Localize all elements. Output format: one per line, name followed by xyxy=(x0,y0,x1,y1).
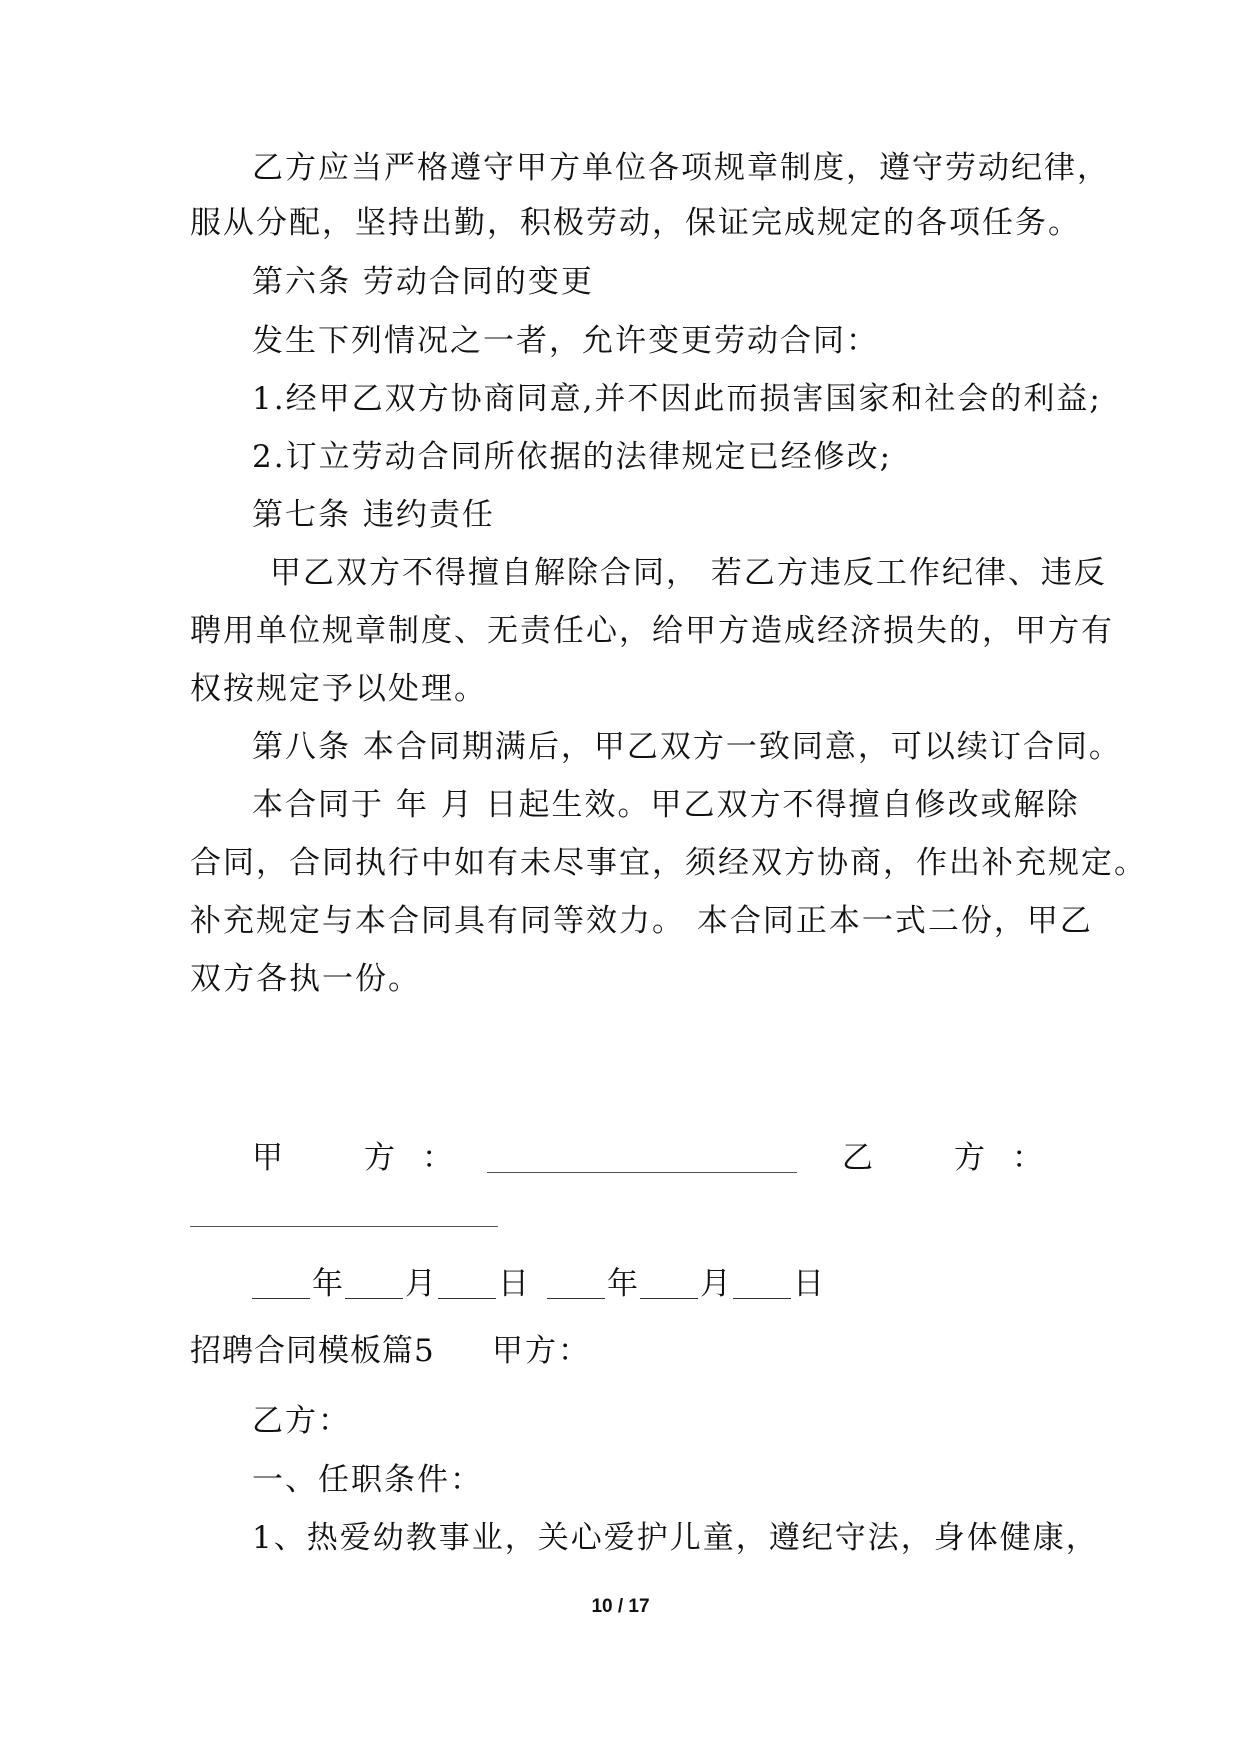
list-item: 2.订立劳动合同所依据的法律规定已经修改; xyxy=(252,439,893,475)
party-a-label: 方 xyxy=(364,1140,395,1176)
month-blank xyxy=(640,1298,698,1299)
party-a-field-label: 甲方： xyxy=(492,1333,591,1369)
party-b-label: 方 xyxy=(954,1140,985,1176)
article-6-heading: 第六条 劳动合同的变更 xyxy=(252,264,594,300)
paragraph-line: 合同，合同执行中如有未尽事宜，须经双方协商，作出补充规定。 xyxy=(190,845,1147,881)
party-b-label: 乙 xyxy=(842,1140,873,1176)
year-label: 年 xyxy=(312,1266,343,1302)
paragraph-line: 甲乙双方不得擅自解除合同， 若乙方违反工作纪律、违反 xyxy=(270,555,1107,591)
paragraph-line: 聘用单位规章制度、无责任心，给甲方造成经济损失的，甲方有 xyxy=(190,613,1114,649)
list-item: 1、热爱幼教事业，关心爱护儿童，遵纪守法，身体健康， xyxy=(252,1520,1099,1556)
party-a-colon: ： xyxy=(422,1140,453,1176)
paragraph-line: 补充规定与本合同具有同等效力。 本合同正本一式二份，甲乙 xyxy=(190,903,1093,939)
year-label: 年 xyxy=(607,1266,638,1302)
party-b-field-label: 乙方： xyxy=(252,1403,351,1439)
day-blank xyxy=(438,1298,496,1299)
list-item: 1.经甲乙双方协商同意,并不因此而损害国家和社会的利益; xyxy=(252,381,1102,417)
article-7-heading: 第七条 违约责任 xyxy=(252,497,495,533)
paragraph-line: 发生下列情况之一者，允许变更劳动合同： xyxy=(252,323,879,359)
year-blank xyxy=(252,1298,310,1299)
day-label: 日 xyxy=(793,1266,824,1302)
paragraph-line: 服从分配，坚持出勤，积极劳动，保证完成规定的各项任务。 xyxy=(190,205,1081,241)
page-number: 10 / 17 xyxy=(591,1596,650,1617)
article-8-heading: 第八条 本合同期满后，甲乙双方一致同意，可以续订合同。 xyxy=(252,729,1122,765)
month-label: 月 xyxy=(405,1266,436,1302)
paragraph-line: 乙方应当严格遵守甲方单位各项规章制度，遵守劳动纪律， xyxy=(252,150,1110,186)
signature-row xyxy=(252,1138,1052,1178)
day-blank xyxy=(733,1298,791,1299)
section-title: 招聘合同模板篇5 xyxy=(190,1333,435,1369)
day-label: 日 xyxy=(498,1266,529,1302)
paragraph-line: 双方各执一份。 xyxy=(190,961,421,997)
year-blank xyxy=(547,1298,605,1299)
party-a-signature-line xyxy=(487,1172,797,1173)
month-label: 月 xyxy=(700,1266,731,1302)
party-b-signature-line xyxy=(190,1226,498,1227)
month-blank xyxy=(345,1298,403,1299)
paragraph-line: 本合同于 年 月 日起生效。甲乙双方不得擅自修改或解除 xyxy=(252,787,1080,823)
section-heading: 一、任职条件： xyxy=(252,1462,483,1498)
paragraph-line: 权按规定予以处理。 xyxy=(190,671,487,707)
party-b-colon: ： xyxy=(1012,1140,1043,1176)
party-a-label: 甲 xyxy=(252,1140,283,1176)
